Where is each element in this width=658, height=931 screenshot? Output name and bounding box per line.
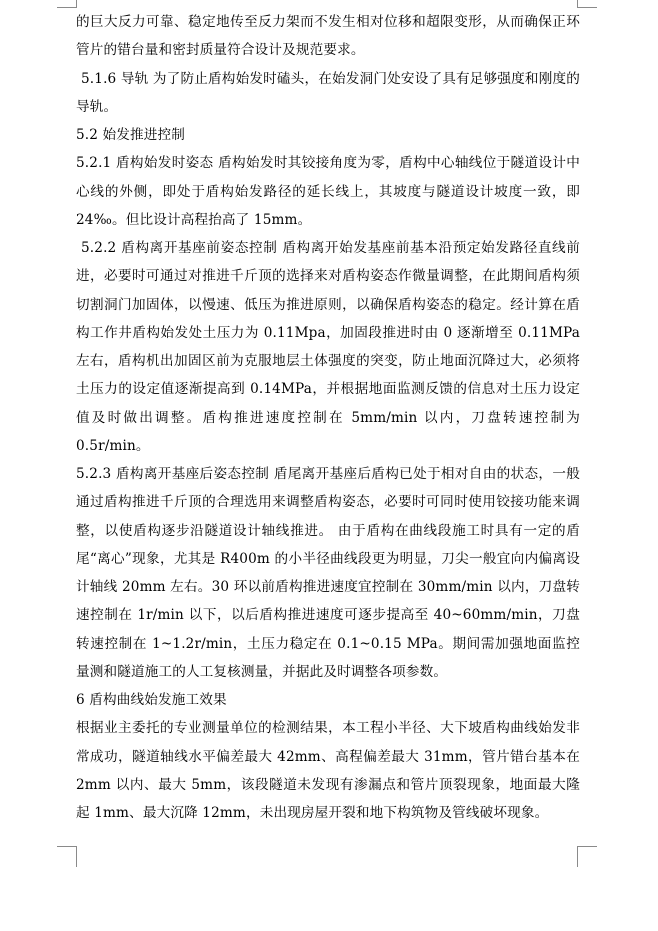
paragraph-reaction-frame: 的巨大反力可靠、稳定地传至反力架而不发生相对位移和超限变形，从而确保正环管片的错台量和密封质量符合设计及规范要求。 bbox=[76, 14, 580, 59]
paragraph-5-2-1: 5.2.1 盾构始发时姿态 盾构始发时其铰接角度为零，盾构中心轴线位于隧道设计中心线的外侧，即处于盾构始发路径的延长线上，其坡度与隧道设计坡度一致，即 24‰。但比设计高程抬高了 15mm。 bbox=[76, 155, 580, 228]
crop-mark-bottom-left bbox=[57, 846, 77, 867]
section-heading-6: 6 盾构曲线始发施工效果 bbox=[76, 692, 227, 708]
paragraph-results: 根据业主委托的专业测量单位的检测结果，本工程小半径、大下坡盾构曲线始发非常成功，隧道轴线水平偏差最大 42mm、高程偏差最大 31mm，管片错台基本在 2mm 以内、最大 5mm，该段隧道未发现有渗漏点和管片顶裂现象，地面最大隆起 1mm、最大沉降 12mm，未出现房屋开裂和地下构筑物及管线破坏现象。 bbox=[76, 720, 580, 821]
crop-mark-top-right bbox=[577, 0, 597, 8]
body-text bbox=[76, 8, 580, 827]
section-heading-5-2: 5.2 始发推进控制 bbox=[76, 127, 186, 143]
paragraph-5-2-2: 5.2.2 盾构离开基座前姿态控制 盾构离开始发基座前基本沿预定始发路径直线前进，必要时可通过对推进千斤顶的选择来对盾构姿态作微量调整，在此期间盾构须切割洞门加固体，以慢速、低压为推进原则，以确保盾构姿态的稳定。经计算在盾构工作井盾构始发处土压力为 0.11Mpa，加固段推进时由 0 逐渐增至 0.11MPa 左右，盾构机出加固区前为克服地层土体强度的突变，防止地面沉降过大，必须将土压力的设定值逐渐提高到 0.14MPa，并根据地面监测反馈的信息对土压力设定值及时做出调整。盾构推进速度控制在 5mm/min 以内，刀盘转速控制为 0.5r/min。 bbox=[76, 240, 580, 454]
paragraph-guide-rail: 5.1.6 导轨 为了防止盾构始发时磕头，在始发洞门处安设了具有足够强度和刚度的导轨。 bbox=[76, 70, 580, 115]
paragraph-5-2-3: 5.2.3 盾构离开基座后姿态控制 盾尾离开基座后盾构已处于相对自由的状态，一般通过盾构推进千斤顶的合理选用来调整盾构姿态，必要时可同时使用铰接功能来调整，以使盾构逐步沿隧道设计轴线推进。 由于盾构在曲线段施工时具有一定的盾尾“离心”现象，尤其是 R400m 的小半径曲线段更为明显，刀尖一般宜向内偏离设计轴线 20mm 左右。30 环以前盾构推进速度宜控制在 30mm/min 以内，刀盘转速控制在 1r/min 以下，以后盾构推进速度可逐步提高至 40~60mm/min，刀盘转速控制在 1~1.2r/min，土压力稳定在 0.1~0.15 MPa。期间需加强地面监控量测和隧道施工的人工复核测量，并据此及时调整各项参数。 bbox=[76, 466, 580, 680]
crop-mark-top-left bbox=[57, 0, 77, 8]
crop-mark-bottom-right bbox=[577, 846, 597, 867]
